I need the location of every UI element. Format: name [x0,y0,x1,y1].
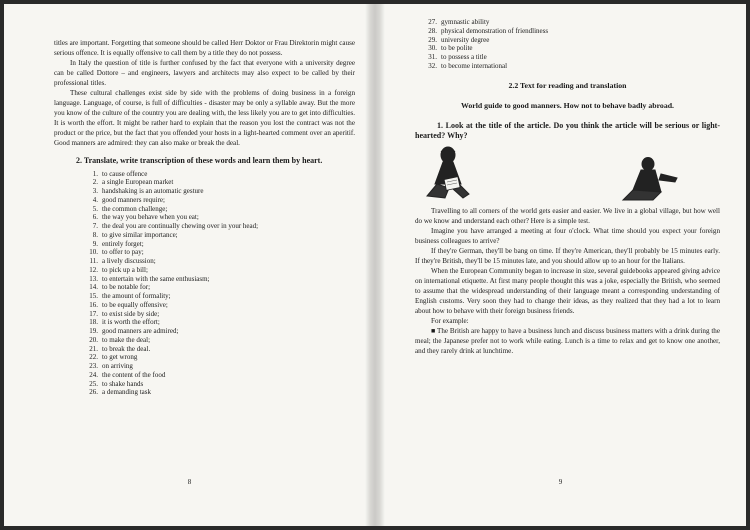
paragraph: For example: [431,316,469,325]
bullet-paragraph: ■ The British are happy to have a business lunch and discuss business matters with a drink during the meal; the Japanese prefer not to work while eating. Lunch is a time to relax and get to know one another, and they rarely drink at lunchtime. [415,326,720,355]
vocab-text: the content of the food [102,370,166,379]
right-page [375,4,746,526]
vocab-number: 24. [89,370,98,379]
vocab-number: 19. [89,327,98,335]
vocab-item [54,178,355,187]
vocab-item [54,213,355,222]
cartoon-figures-icon [415,142,720,202]
vocab-number: 21. [89,344,98,353]
vocab-text: a demanding task [102,388,151,397]
vocab-item [415,44,720,53]
cartoon-illustration [415,142,720,202]
vocab-number: 15. [89,292,98,300]
page-number: 9 [558,478,563,486]
vocab-text: good manners require; [102,195,165,204]
vocab-text: to make the deal; [102,335,151,344]
vocab-item [54,380,355,389]
vocab-item [415,36,720,45]
vocab-number: 30. [428,44,437,53]
vocab-number: 3. [92,187,98,195]
vocab-number: 7. [92,222,98,230]
paragraph: In Italy the question of title is further confused by the fact that everyone with a university degree can be called Dottore – and engineers, lawyers and architects may also expect to be called by their professional titles. [54,59,355,87]
vocab-text: entirely forget; [102,239,144,248]
vocab-item [415,27,720,36]
vocab-number: 6. [92,213,98,222]
vocab-item [54,345,355,354]
vocab-text: to be polite [441,44,473,53]
vocab-list [54,170,355,398]
vocab-text: the way you behave when you eat; [102,213,199,222]
gutter-shadow [375,4,385,526]
vocab-number: 13. [89,274,98,283]
vocab-number: 20. [89,335,98,344]
vocab-number: 31. [428,53,437,61]
vocab-item [54,196,355,205]
vocab-number: 10. [89,248,98,257]
vocab-number: 32. [428,61,437,70]
vocab-text: gymnastic ability [441,18,490,26]
vocab-item [54,248,355,257]
book-spread [4,4,746,526]
vocab-text: to pick up a bill; [102,265,148,274]
paragraph: If they're German, they'll be bang on time. If they're American, they'll probably be 15 minutes early. If they're British, they'll be 15 minutes late, and you should allow up to an hour for the Italians. [415,246,720,265]
vocab-text: good manners are admired; [102,327,179,335]
gutter-shadow [365,4,375,526]
vocab-text: to exist side by side; [102,309,160,318]
vocab-number: 12. [89,265,98,274]
vocab-item [415,18,720,27]
vocab-number: 27. [428,18,437,26]
vocab-number: 22. [89,353,98,362]
vocab-item [54,336,355,345]
vocab-text: to entertain with the same enthusiasm; [102,274,210,283]
vocab-number: 26. [89,388,98,397]
vocab-item [54,362,355,371]
vocab-item [415,62,720,71]
vocab-text: to offer to pay; [102,248,144,257]
vocab-item [54,292,355,301]
exercise-heading: 2. Translate, write transcription of these words and learn them by heart. [76,156,323,165]
vocab-text: to be equally offensive; [102,300,168,309]
vocab-number: 29. [428,35,437,44]
vocab-number: 23. [89,362,98,370]
vocab-item [54,187,355,196]
paragraph: Travelling to all corners of the world gets easier and easier. We live in a global village, but how well do we know and understand each other? Here is a simple test. [415,206,720,225]
vocab-text: handshaking is an automatic gesture [102,187,204,195]
vocab-text: a single European market [102,178,174,187]
paragraph: These cultural challenges exist side by side with the problems of doing business in a foreign language. Language, of course, is full of difficulties - disaster may be only a syllable away. But the more you know of the culture of the country you are dealing with, the less likely you are to get into difficulties. It is worth the effort. It might be rather hard to explain that the reason you lost the contract was not the product or the price, but the fact that you offended your hosts in a light-hearted comment over an aperitif. Good manners are admired: they can also make or break the deal. [54,89,355,147]
vocab-item [54,371,355,380]
vocab-item [54,257,355,266]
vocab-number: 1. [92,169,98,178]
vocab-text: to get wrong [102,353,138,362]
vocab-text: to possess a title [441,53,487,61]
paragraph: Imagine you have arranged a meeting at four o'clock. What time should you expect your foreign business colleagues to arrive? [415,226,720,245]
vocab-text: to shake hands [102,379,144,388]
vocab-number: 11. [89,257,98,265]
question-heading: 1. Look at the title of the article. Do you think the article will be serious or light-hearted? Why? [415,120,720,140]
paragraph: titles are important. Forgetting that someone should be called Herr Doktor or Frau Direktorin might cause serious offence. It is equally offensive to call them by a title they do not possess. [54,39,355,57]
vocab-list [415,18,720,71]
vocab-item [54,318,355,327]
vocab-text: the amount of formality; [102,292,171,300]
section-title: 2.2 Text for reading and translation [508,80,627,90]
vocab-number: 14. [89,283,98,292]
vocab-item [54,327,355,336]
vocab-item [54,231,355,240]
vocab-item [54,240,355,249]
vocab-item [54,222,355,231]
left-page [4,4,375,526]
vocab-item [54,301,355,310]
vocab-number: 16. [89,300,98,309]
vocab-number: 8. [92,230,98,239]
vocab-text: to cause offence [102,169,148,178]
vocab-item [54,170,355,179]
vocab-text: a lively discussion; [102,257,156,265]
vocab-number: 5. [92,204,98,213]
vocab-number: 4. [92,195,98,204]
vocab-item [415,53,720,62]
vocab-text: to be notable for; [102,283,151,292]
vocab-item [54,275,355,284]
vocab-item [54,205,355,214]
vocab-number: 2. [92,178,98,187]
vocab-number: 25. [89,379,98,388]
vocab-item [54,388,355,397]
vocab-text: to break the deal. [102,344,151,353]
vocab-number: 28. [428,26,437,35]
vocab-item [54,266,355,275]
vocab-text: to become international [441,61,508,70]
article-title: World guide to good manners. How not to behave badly abroad. [461,100,674,110]
vocab-text: the common challenge; [102,204,168,213]
vocab-item [54,310,355,319]
vocab-text: the deal you are continually chewing over in your head; [102,222,259,230]
vocab-text: physical demonstration of friendliness [441,26,549,35]
vocab-number: 18. [89,318,98,327]
vocab-item [54,353,355,362]
vocab-text: it is worth the effort; [102,318,160,327]
vocab-item [54,283,355,292]
vocab-number: 9. [92,239,98,248]
vocab-text: to give similar importance; [102,230,178,239]
paragraph: When the European Community began to increase in size, several guidebooks appeared giving advice on international etiquette. At first many people thought this was a joke, especially the British, who seemed to assume that the widespread understanding of their language meant a corresponding understanding of English customs. Very soon they had to change their ideas, as they realized that they had a lot to learn about how to behave with their foreign business friends. [415,266,720,315]
vocab-text: university degree [441,35,490,44]
page-number: 8 [187,478,192,486]
vocab-text: on arriving [102,362,133,370]
vocab-number: 17. [89,309,98,318]
